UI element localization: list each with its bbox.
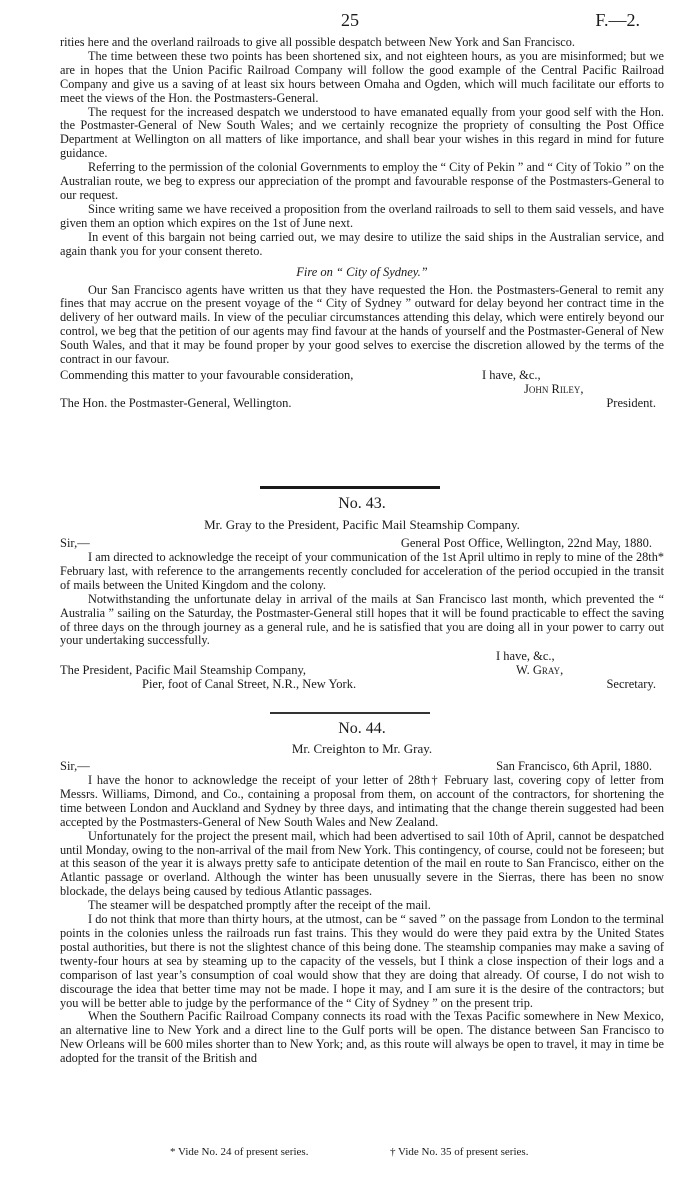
letter-43 [60, 536, 664, 708]
letter-number: No. 43. [338, 495, 386, 512]
letter-dateline-row [60, 536, 664, 551]
salutation: Sir,— [60, 759, 90, 773]
addressee-address: Pier, foot of Canal Street, N.R., New York. [142, 677, 357, 692]
paragraph: I do not think that more than thirty hours, at the utmost, can be “ saved ” on the passage from London to the terminal points in the colonies unless the railroads run fast trains. This they would do were they paid extra by the United States postal authorities, but there is not the slightest chance of this being done. The steamship companies may make a saving of twenty-four hours at sea by steaming up to the capacity of the vessels, but I think a close inspection of their logs and a comparison of last year’s consumption of coal would show that they are doing that already. Of course, I do not wish to discourage the idea that better time may not be made. I hope it may, and I am sure it is the desire of the contractors; but you will be better able to judge by the performance of the “ City of Sydney ” on the present trip. [60, 912, 664, 1010]
letter-heading: Mr. Gray to the President, Pacific Mail Steamship Company. [204, 517, 520, 532]
letter-number: No. 44. [338, 720, 386, 737]
paragraph: The time between these two points has been shortened six, and not eighteen hours, as you are misinformed; but we are in hopes that the Union Pacific Railroad Company will follow the good example of the Central Pacific Railroad Company and give us a saving of at least six hours between Omaha and Ogden, which will much facilitate our efforts to meet the views of the Hon. the Postmasters-General. [60, 48, 664, 105]
addressee: The President, Pacific Mail Steamship Company, [60, 663, 307, 678]
section-divider [260, 486, 440, 489]
signature-block [60, 367, 664, 425]
paragraph: Notwithstanding the unfortunate delay in arrival of the mails at San Francisco last month, which prevented the “ Australia ” sailing on the Saturday, the Postmaster-General still hopes that it will be found practicable to effect the saving of three days on the through journey as a general rule, and he is satisfied that you are doing all in your power to carry out your undertaking successfully. [60, 591, 664, 648]
letter-dateline-row [60, 759, 664, 774]
letter-44 [60, 759, 664, 1066]
closing-have: I have, &c., [496, 649, 555, 664]
letter-heading: Mr. Creighton to Mr. Gray. [291, 741, 433, 756]
section-divider [270, 712, 430, 714]
signatory-title: Secretary. [606, 677, 656, 692]
section-subheading: Fire on “ City of Sydney.” [296, 264, 428, 279]
paragraph: The steamer will be despatched promptly after the receipt of the mail. [88, 898, 431, 913]
paragraph: Referring to the permission of the colonial Governments to employ the “ City of Pekin ” and “ City of Tokio ” on the Australian route, we beg to express our appreciation of the prompt and favourable response of the Postmasters-General to our request. [60, 160, 664, 202]
paragraph: When the Southern Pacific Railroad Company connects its road with the Texas Pacific somewhere in New Mexico, an alternative line to New York and a direct line to the Gulf ports will be open. The distance between San Francisco to New Orleans will be 600 miles shorter than to New York; and, as this route will always be open to travel, it may in time be adopted for the transit of the British and [60, 1009, 664, 1066]
paragraph: Since writing same we have received a proposition from the overland railroads to sell to them said vessels, and have given them an option which expires on the 1st of June next. [60, 201, 664, 230]
signatory-name: W. Gray, [516, 663, 564, 678]
paragraph: rities here and the overland railroads to give all possible despatch between New York and San Francisco. [60, 35, 575, 49]
paragraph: I am directed to acknowledge the receipt of your communication of the 1st April ultimo in reply to mine of the 28th* February last, with reference to the arrangements recently concluded for acceleration of the period occupied in the transit of mails between the United Kingdom and the colony. [60, 550, 664, 592]
salutation: Sir,— [60, 536, 90, 550]
page-number: 25 [341, 10, 359, 30]
signatory-title: President. [606, 395, 656, 410]
dateline: General Post Office, Wellington, 22nd May, 1880. [400, 536, 652, 550]
paragraph: Unfortunately for the project the present mail, which had been advertised to sail 10th of April, cannot be despatched until Monday, owing to the non-arrival of the mail from New York. This contingency, of course, could not be foreseen; but at this season of the year it is always pretty safe to anticipate detention of the mail en route to San Francisco, either on the Atlantic passage or overland. Although the winter has been unusually severe in the Sierras, there has been no snow blockade, the delays being caused by tedious Atlantic passages. [60, 828, 664, 899]
signature-block [60, 648, 664, 708]
dateline: San Francisco, 6th April, 1880. [496, 759, 652, 773]
paragraph: I have the honor to acknowledge the receipt of your letter of 28th† February last, covering copy of letter from Messrs. Williams, Dimond, and Co., containing a proposal from them, on account of the contractors, for shortening the time between London and Auckland and Sydney by three days, and intimating that the change therein suggested had been accepted by the Postmasters-General of New South Wales and New Zealand. [60, 773, 664, 829]
paragraph: The request for the increased despatch we understood to have emanated equally from your good self with the Hon. the Postmaster-General of New South Wales; and we certainly recognize the propriety of consulting the Post Office Department at Wellington on all matters of like importance, and shall bear your wishes in this regard in mind for future guidance. [60, 104, 664, 161]
letter-continuation [60, 36, 664, 425]
footnote: * Vide No. 24 of present series. [170, 1146, 309, 1158]
paragraph: Our San Francisco agents have written us that they have requested the Hon. the Postmasters-General to remit any fines that may accrue on the present voyage of the “ City of Sydney ” outward for delay beyond her contract time in the delivery of her outward mails. In view of the peculiar circumstances attending this delay, which were entirely beyond our control, we beg that the petition of our agents may find favour at the hands of yourself and the Postmaster-General of New South Wales, and that it may be found proper by your good selves to exercise the discretion allowed by the terms of the contract in our favour. [60, 282, 664, 367]
paragraph: In event of this bargain not being carried out, we may desire to utilize the said ships in the Australian service, and again thank you for your consent thereto. [60, 229, 664, 258]
document-reference: F.—2. [595, 10, 640, 30]
footnote: † Vide No. 35 of present series. [390, 1146, 529, 1158]
page-header [60, 10, 640, 32]
signatory-name: John Riley, [524, 381, 584, 396]
closing-line: Commending this matter to your favourable consideration, [60, 367, 354, 382]
addressee: The Hon. the Postmaster-General, Wellington. [60, 395, 292, 410]
closing-have: I have, &c., [482, 367, 541, 382]
